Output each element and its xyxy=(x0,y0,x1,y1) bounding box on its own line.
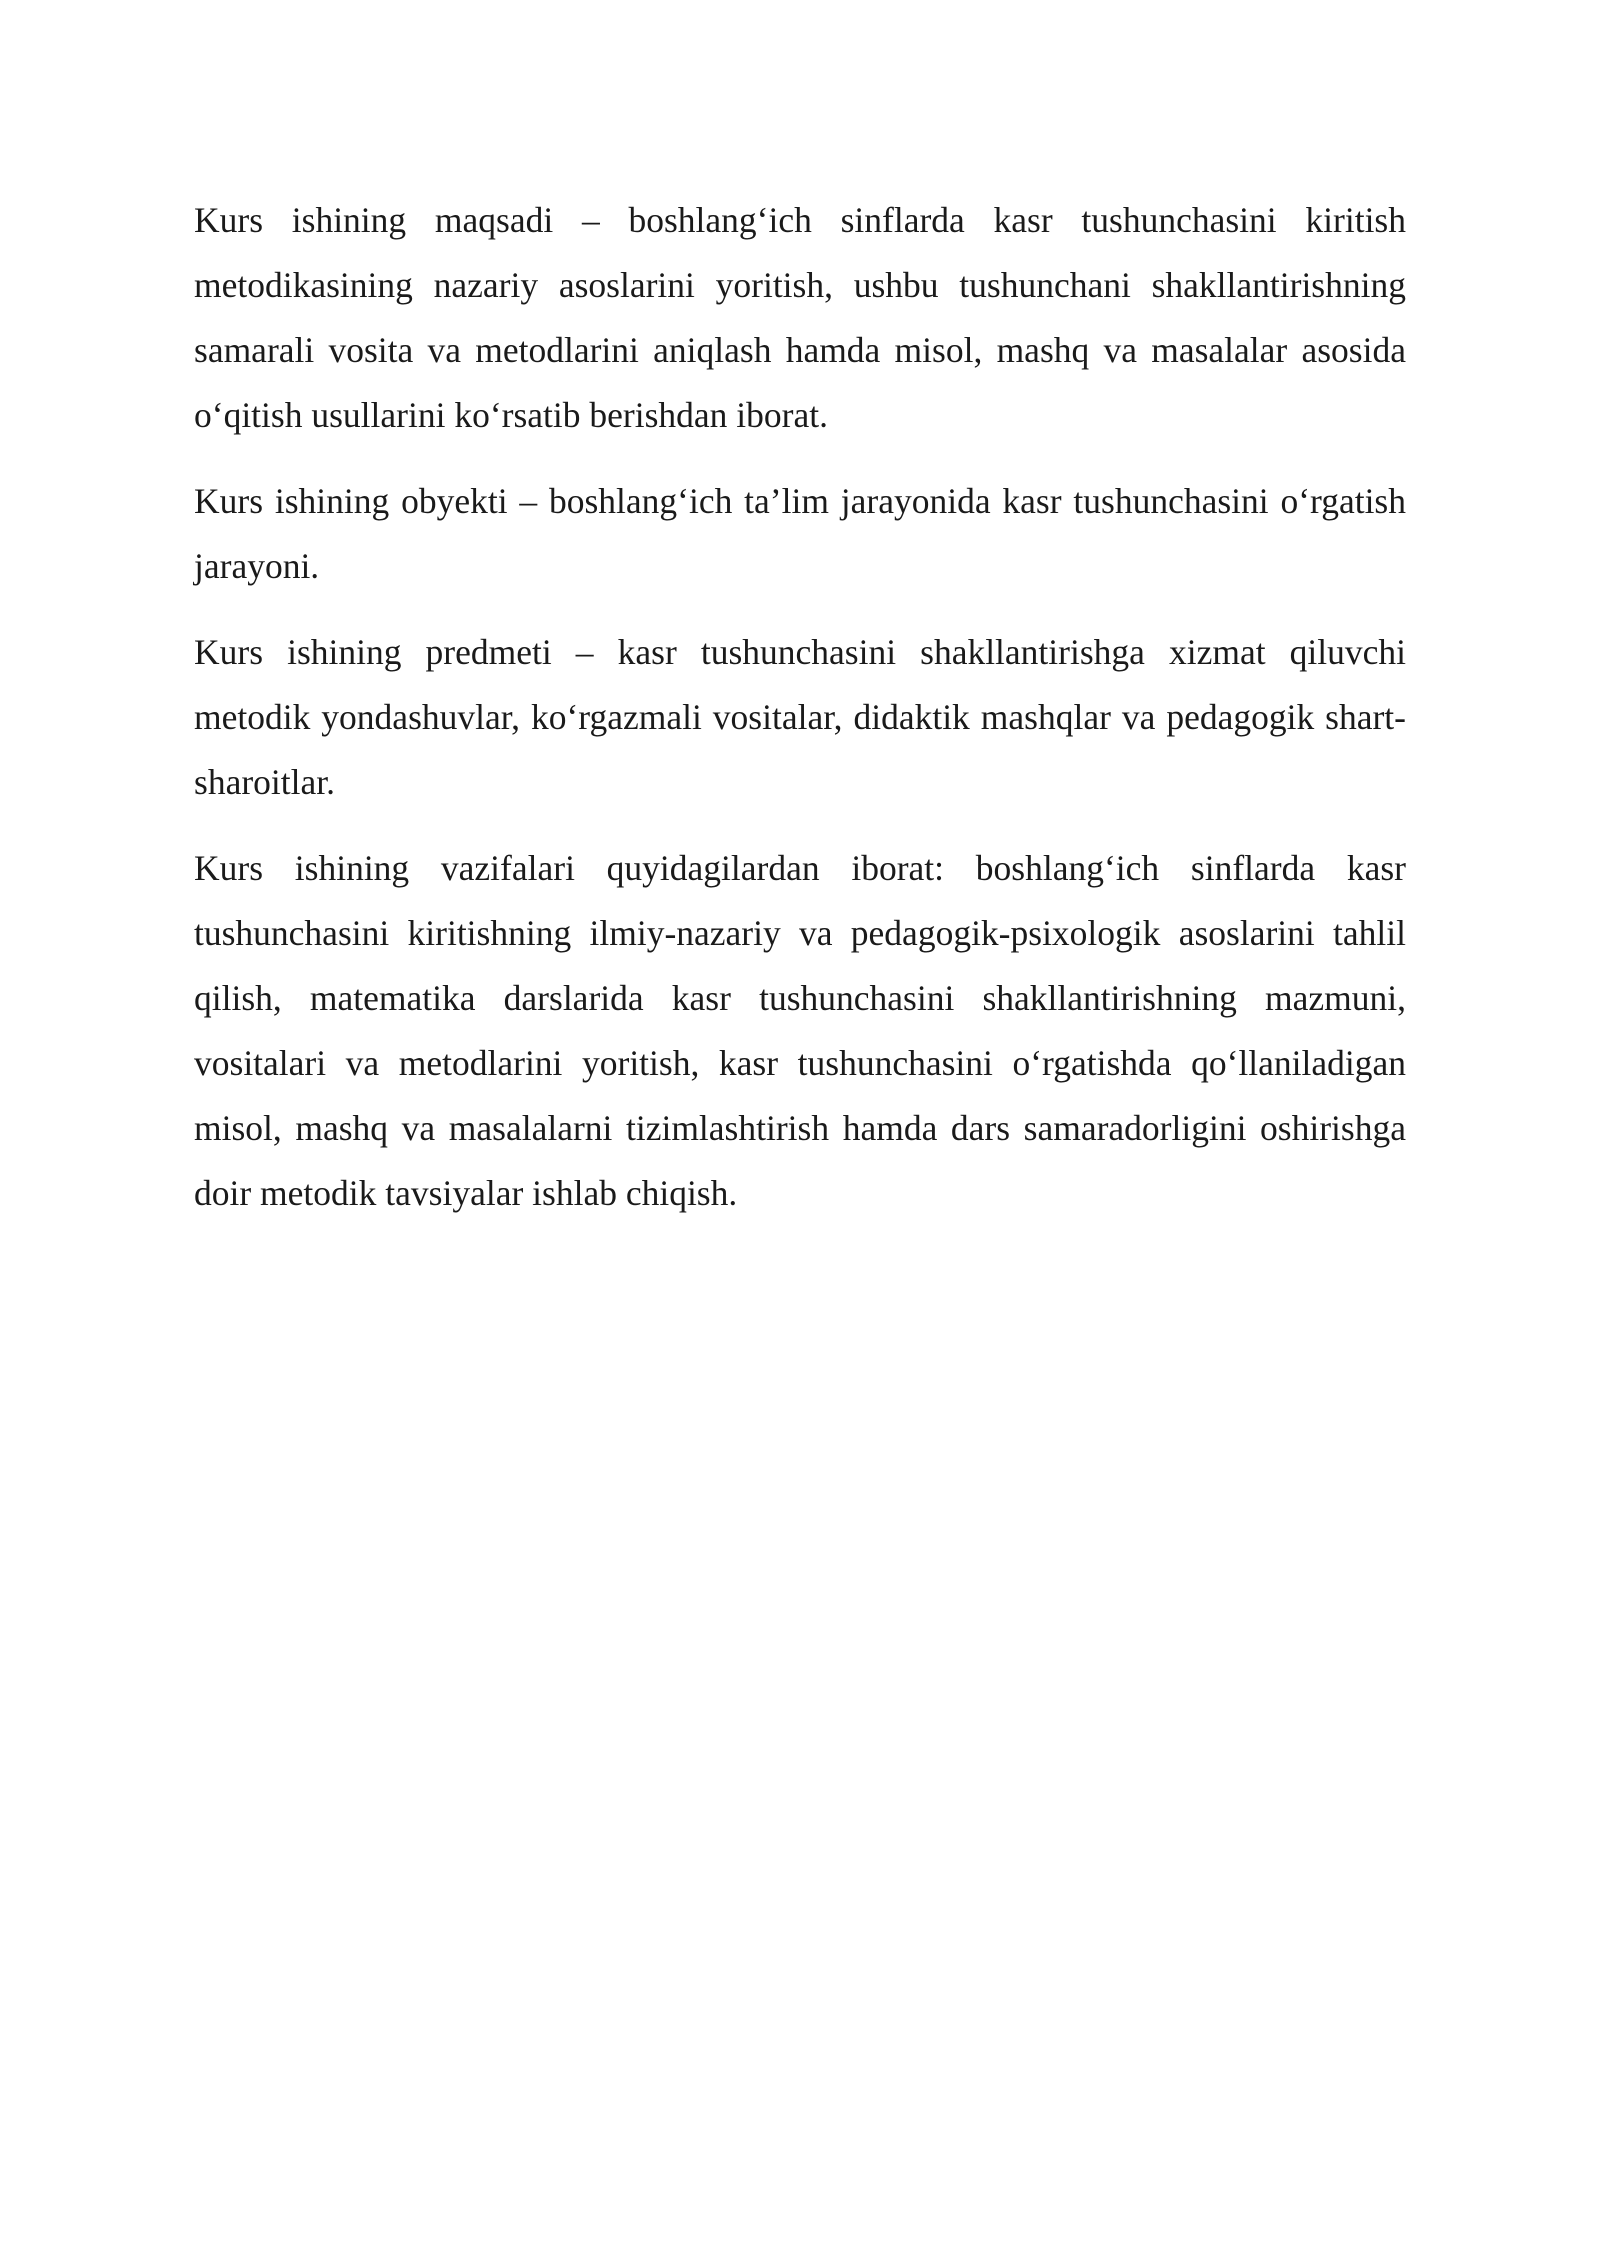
paragraph-goal: Kurs ishining maqsadi – boshlang‘ich sinflarda kasr tushunchasini kiritish metodikasining nazariy asoslarini yoritish, ushbu tushunchani shakllantirishning samarali vosita va metodlarini aniqlash hamda misol, mashq va masalalar asosida o‘qitish usullarini ko‘rsatib berishdan iborat. xyxy=(194,200,1406,435)
paragraph-subject: Kurs ishining predmeti – kasr tushunchasini shakllantirishga xizmat qiluvchi metodik yondashuvlar, ko‘rgazmali vositalar, didaktik mashqlar va pedagogik shart-sharoitlar. xyxy=(194,632,1406,802)
document-body xyxy=(194,188,1406,1247)
paragraph-tasks: Kurs ishining vazifalari quyidagilardan iborat: boshlang‘ich sinflarda kasr tushunchasini kiritishning ilmiy-nazariy va pedagogik-psixologik asoslarini tahlil qilish, matematika darslarida kasr tushunchasini shakllantirishning mazmuni, vositalari va metodlarini yoritish, kasr tushunchasini o‘rgatishda qo‘llaniladigan misol, mashq va masalalarni tizimlashtirish hamda dars samaradorligini oshirishga doir metodik tavsiyalar ishlab chiqish. xyxy=(194,848,1406,1213)
paragraph-object: Kurs ishining obyekti – boshlang‘ich ta’lim jarayonida kasr tushunchasini o‘rgatish jarayoni. xyxy=(194,481,1406,586)
